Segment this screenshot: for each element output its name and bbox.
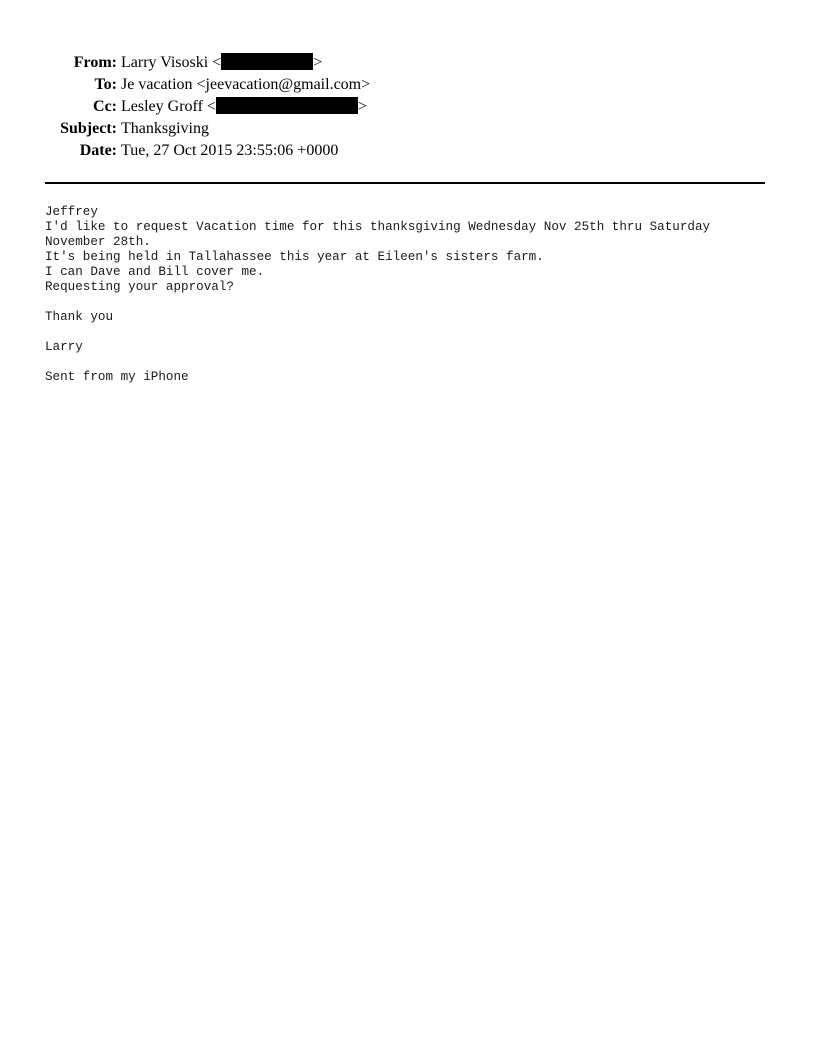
- date-value: Tue, 27 Oct 2015 23:55:06 +0000: [121, 142, 339, 159]
- body-line-greeting: Jeffrey: [45, 205, 98, 219]
- subject-label: Subject:: [60, 120, 117, 137]
- body-line: I can Dave and Bill cover me.: [45, 265, 265, 279]
- blank-line: [45, 295, 785, 310]
- from-value: [121, 52, 322, 74]
- body-line-closing: Thank you: [45, 310, 114, 324]
- to-row: [0, 74, 370, 96]
- from-close: >: [313, 54, 323, 71]
- cc-label: Cc:: [93, 98, 117, 115]
- cc-name: Lesley Groff <: [121, 98, 216, 115]
- blank-line: [45, 355, 785, 370]
- body-line: I'd like to request Vacation time for this thanksgiving Wednesday Nov 25th thru Saturday: [45, 220, 711, 234]
- from-email-redaction: [221, 53, 313, 70]
- from-name: Larry Visoski <: [121, 54, 222, 71]
- body-line: Requesting your approval?: [45, 280, 234, 294]
- date-row: [0, 140, 370, 162]
- email-header: [0, 52, 370, 162]
- body-line-sent-from: Sent from my iPhone: [45, 370, 189, 384]
- subject-value: Thanksgiving: [121, 120, 209, 137]
- cc-close: >: [357, 98, 367, 115]
- date-label: Date:: [79, 142, 117, 159]
- subject-row: [0, 118, 370, 140]
- body-line: November 28th.: [45, 235, 151, 249]
- to-value: Je vacation <jeevacation@gmail.com>: [121, 76, 371, 93]
- from-row: [0, 52, 370, 74]
- body-line: It's being held in Tallahassee this year at Eileen's sisters farm.: [45, 250, 544, 264]
- body-line-signature: Larry: [45, 340, 83, 354]
- cc-value: [121, 96, 367, 118]
- cc-row: [0, 96, 370, 118]
- to-label: To:: [94, 76, 117, 93]
- cc-email-redaction: [216, 97, 358, 114]
- email-body: [45, 205, 785, 385]
- header-divider: [45, 182, 765, 184]
- blank-line: [45, 325, 785, 340]
- from-label: From:: [73, 54, 117, 71]
